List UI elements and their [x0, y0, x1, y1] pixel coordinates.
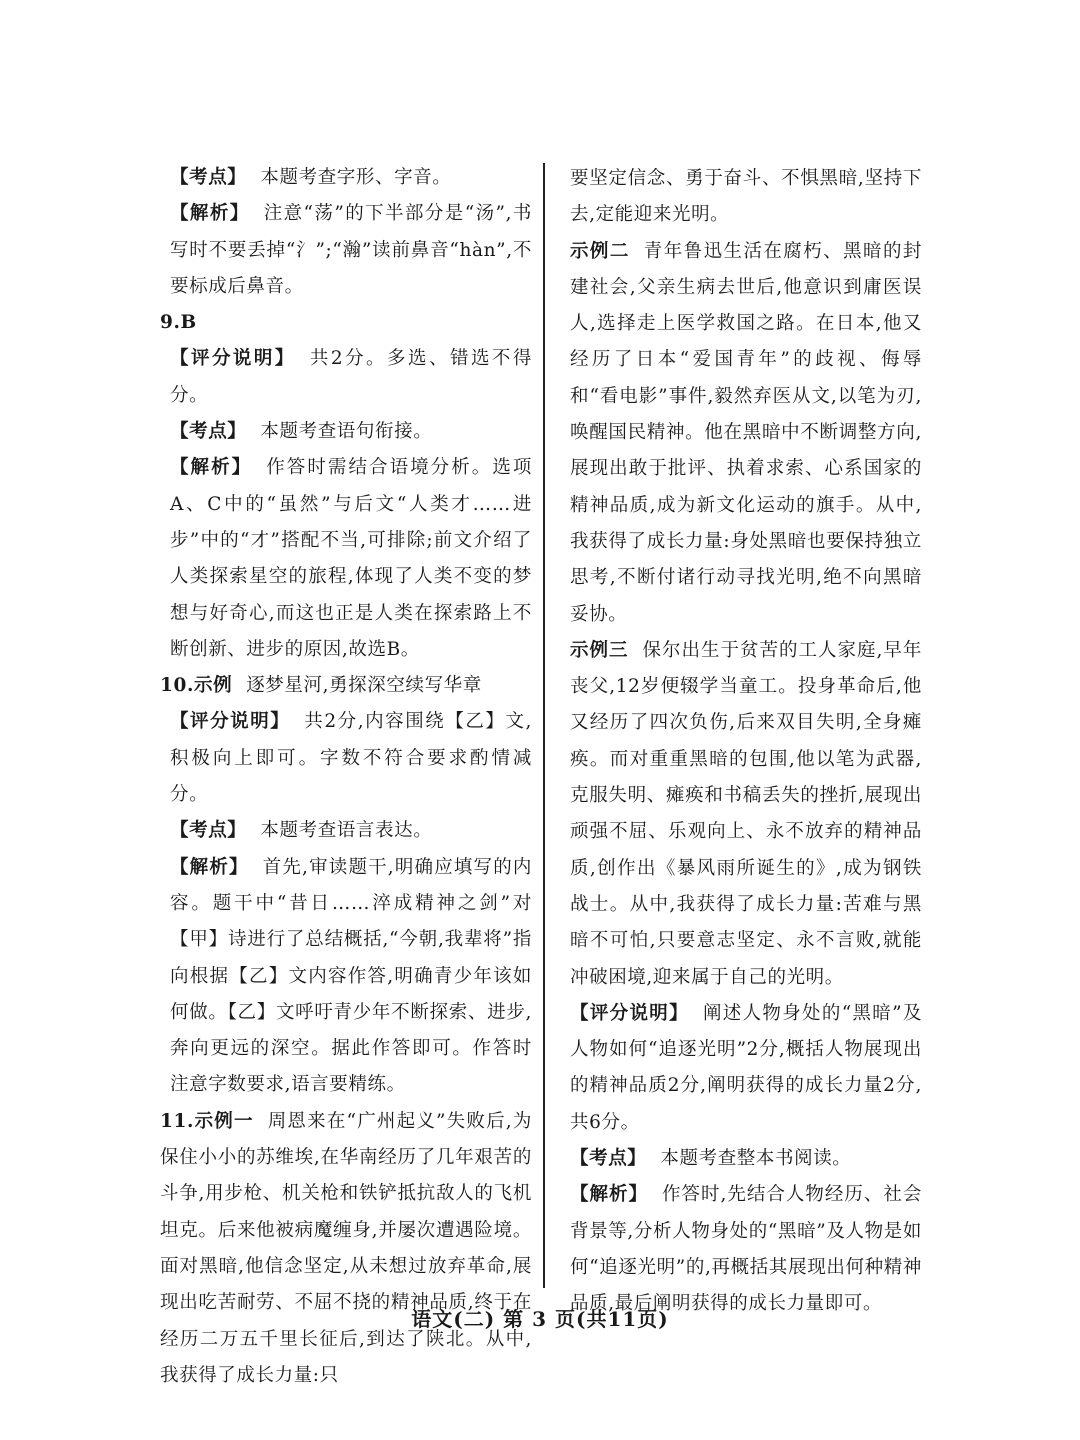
example-tag: 示例二 — [570, 240, 630, 262]
example-text: 青年鲁迅生活在腐朽、黑暗的封建社会,父亲生病去世后,他意识到庸医误人,选择走上医学救国之路。在日本,他又经历了日本“爱国青年”的歧视、侮辱和“看电影”事件,毅然弃医从文,以笔为刃,唤醒国民精神。他在黑暗中不断调整方向,展现出敢于批评、执着求索、心系国家的精神品质,成为新文化运动的旗手。从中,我获得了成长力量:身处黑暗也要保持独立思考,不断付诸行动寻找光明,绝不向黑暗妥协。 — [570, 240, 922, 625]
kaodian-tag: 【考点】 — [170, 421, 247, 443]
kaodian-tag: 【考点】 — [570, 1148, 647, 1170]
jiexi-tag: 【解析】 — [170, 856, 249, 878]
q11-example2 — [570, 234, 922, 633]
page-footer: 语文(二) 第 3 页(共11页) — [411, 1307, 669, 1331]
jiexi-text: 作答时需结合语境分析。选项A、C中的“虽然”与后文“人类才……进步”中的“才”搭配不当,可排除;前文介绍了人类探索星空的旅程,体现了人类不变的梦想与好奇心,而这也正是人类在探索路上不断创新、进步的原因,故选B。 — [170, 457, 532, 660]
answer-text: 逐梦星河,勇探深空续写华章 — [246, 675, 482, 697]
kaodian-text: 本题考查语言表达。 — [260, 820, 433, 842]
kaodian-text: 本题考查整本书阅读。 — [660, 1148, 852, 1170]
example-text: 要坚定信念、勇于奋斗、不惧黑暗,坚持下去,定能迎来光明。 — [570, 168, 922, 226]
column-divider — [543, 163, 545, 1288]
example-text: 保尔出生于贫苦的工人家庭,早年丧父,12岁便辍学当童工。投身革命后,他又经历了四次负伤,后来双目失明,全身瘫痪。而对重重黑暗的包围,他以笔为武器,克服失明、瘫痪和书稿丢失的挫折,展现出顽强不屈、乐观向上、永不放弃的精神品质,创作出《暴风雨所诞生的》,成为钢铁战士。从中,我获得了成长力量:苦难与黑暗不可怕,只要意志坚定、永不言败,就能冲破困境,迎来属于自己的光明。 — [570, 639, 922, 988]
q10-answer — [160, 668, 532, 704]
pingfen-tag: 【评分说明】 — [170, 711, 291, 733]
q8-kaodian — [160, 160, 532, 196]
jiexi-text: 注意“荡”的下半部分是“汤”,书写时不要丢掉“氵”;“瀚”读前鼻音“hàn”,不要标成后鼻音。 — [170, 203, 532, 297]
q11-pingfen — [570, 996, 922, 1141]
left-column — [160, 160, 532, 1394]
pingfen-text: 共2分。多选、错选不得分。 — [170, 348, 532, 406]
q10-pingfen — [160, 704, 532, 813]
q8-jiexi — [160, 196, 532, 305]
q9-pingfen — [160, 341, 532, 414]
jiexi-tag: 【解析】 — [170, 457, 253, 479]
jiexi-tag: 【解析】 — [570, 1184, 648, 1206]
q9-kaodian — [160, 414, 532, 450]
pingfen-tag: 【评分说明】 — [570, 1002, 689, 1024]
q10-jiexi — [160, 850, 532, 1104]
kaodian-text: 本题考查字形、字音。 — [260, 167, 452, 188]
right-column — [570, 161, 922, 1323]
jiexi-tag: 【解析】 — [170, 203, 250, 225]
q9-answer — [160, 305, 532, 341]
kaodian-tag: 【考点】 — [170, 167, 247, 188]
q11-jiexi — [570, 1177, 922, 1322]
pingfen-text: 共2分,内容围绕【乙】文,积极向上即可。字数不符合要求酌情减分。 — [170, 711, 532, 806]
jiexi-text: 作答时,先结合人物经历、社会背景等,分析人物身处的“黑暗”及人物是如何“追逐光明”的,再概括其展现出何种精神品质,最后阐明获得的成长力量即可。 — [570, 1184, 922, 1315]
question-number: 11.示例一 — [160, 1110, 254, 1132]
kaodian-tag: 【考点】 — [170, 820, 247, 842]
q11-example1 — [160, 1104, 532, 1394]
example-text: 周恩来在“广州起义”失败后,为保住小小的苏维埃,在华南经历了几年艰苦的斗争,用步枪、机关枪和铁铲抵抗敌人的飞机坦克。后来他被病魔缠身,并屡次遭遇险境。面对黑暗,他信念坚定,从未想过放弃革命,展现出吃苦耐劳、不屈不挠的精神品质,终于在经历二万五千里长征后,到达了陕北。从中,我获得了成长力量:只 — [160, 1110, 532, 1386]
pingfen-text: 阐述人物身处的“黑暗”及人物如何“追逐光明”2分,概括人物展现出的精神品质2分,阐明获得的成长力量2分,共6分。 — [570, 1002, 922, 1133]
kaodian-text: 本题考查语句衔接。 — [260, 421, 433, 443]
question-number: 10.示例 — [160, 675, 233, 697]
q10-kaodian — [160, 813, 532, 849]
example1-continuation — [570, 161, 922, 234]
pingfen-tag: 【评分说明】 — [170, 348, 296, 370]
q9-jiexi — [160, 450, 532, 668]
q11-kaodian — [570, 1141, 922, 1177]
jiexi-text: 首先,审读题干,明确应填写的内容。题干中“昔日……淬成精神之剑”对【甲】诗进行了总结概括,“今朝,我辈将”指向根据【乙】文内容作答,明确青少年该如何做。【乙】文呼吁青少年不断探索、进步,奔向更远的深空。据此作答即可。作答时注意字数要求,语言要精练。 — [170, 856, 532, 1096]
q11-example3 — [570, 633, 922, 996]
question-number: 9.B — [160, 312, 197, 334]
example-tag: 示例三 — [570, 639, 629, 661]
